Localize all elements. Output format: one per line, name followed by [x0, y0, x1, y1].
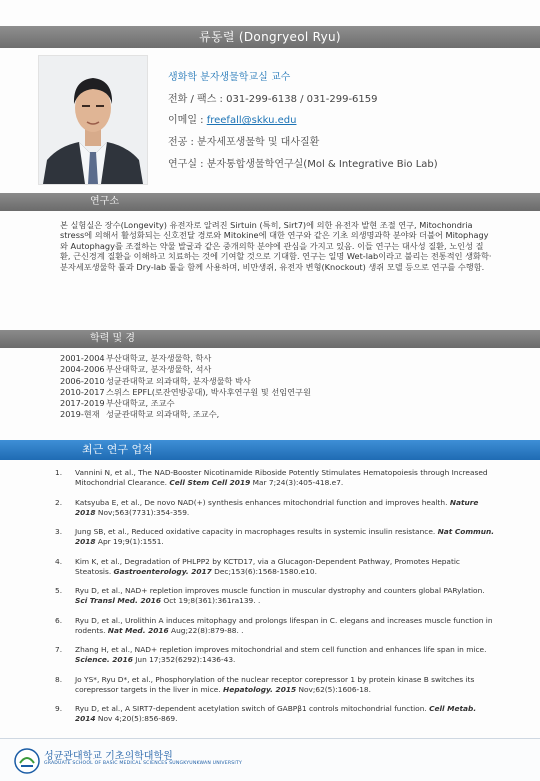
publication-citation: Nov;563(7731):354-359.	[95, 507, 190, 517]
publication-citation: Aug;22(8):879-88. .	[168, 625, 244, 635]
email-row	[168, 111, 438, 133]
publication-number: 8.	[55, 674, 63, 684]
publication-text: Katsyuba E, et al., De novo NAD(+) synthesis enhances mitochondrial function and improves health.	[75, 497, 450, 507]
education-desc: 부산대학교, 조교수	[106, 398, 175, 409]
publication-item	[55, 498, 495, 518]
institution-name: 성균관대학교 기초의학대학원	[44, 751, 173, 762]
publication-journal: Cell Stem Cell 2019	[169, 478, 251, 488]
publication-number: 5.	[55, 586, 63, 595]
education-years: 2010-2017	[60, 386, 105, 397]
education-desc: 부산대학교, 분자생물학, 석사	[106, 364, 212, 375]
education-desc: 부산대학교, 분자생물학, 학사	[106, 353, 212, 363]
lab-name: 연구실 : 분자통합생물학연구실(Mol & Integrative Bio Lab)	[168, 158, 438, 170]
publication-item	[55, 468, 495, 488]
publication-item	[55, 616, 495, 636]
publication-citation: Dec;153(6):1568-1580.e10.	[211, 566, 317, 576]
institution-name-en: GRADUATE SCHOOL OF BASIC MEDICAL SCIENCES SUNGKYUNKWAN UNIVERSITY	[44, 761, 242, 766]
publication-citation: Nov 4;20(5):856-869.	[95, 714, 178, 724]
publication-item	[55, 586, 495, 606]
education-years: 2019-현재	[60, 409, 100, 420]
publication-citation: Oct 19;8(361):361ra139. .	[161, 596, 261, 606]
education-item	[60, 387, 311, 398]
publication-journal: Nat Commun. 2018	[75, 527, 495, 547]
education-desc: 성균관대학교 의과대학, 분자생물학 박사	[106, 375, 251, 386]
education-list	[60, 353, 311, 421]
education-header	[0, 330, 540, 348]
education-item	[60, 398, 311, 409]
education-years: 2006-2010	[60, 375, 105, 386]
education-desc: 성균관대학교 의과대학, 조교수,	[106, 409, 220, 420]
phone-fax: 전화 / 팩스 : 031-299-6138 / 031-299-6159	[168, 93, 378, 105]
publication-number: 7.	[55, 645, 63, 654]
publication-journal: Hepatology. 2015	[223, 684, 297, 694]
contact-info	[168, 68, 438, 176]
publication-text: Ryu D, et al., NAD+ repletion improves muscle function in muscular dystrophy and counters global PARylation.	[75, 586, 485, 595]
publication-number: 9.	[55, 704, 63, 713]
publication-number: 3.	[55, 527, 63, 536]
education-years: 2017-2019	[60, 398, 105, 409]
position-title: 생화학 분자생물학교실 교수	[168, 72, 291, 83]
footer	[0, 738, 540, 781]
education-item	[60, 409, 311, 420]
university-logo-icon	[14, 748, 40, 774]
publication-journal: Nature 2018	[75, 497, 479, 517]
publication-item	[55, 557, 495, 577]
research-description: 본 실험실은 장수(Longevity) 유전자로 알려진 Sirtuin (특히, Sirt7)에 의한 유전자 발현 조절 연구, Mitochondria stress에 의해서 활성화되는 신호전달 경로와 Mitokine에 대한 연구와 같은 기초 의생명과학 분야와 더불어 Mitophagy와 Autophagy를 조절하는 약물 발굴과 같은 중개의학 분야에 관심을 가지고 있음. 이들 연구는 대사성 질환, 노인성 질환, 근신경계 질환을 이해하고 치료하는 것에 기여할 것으로 기대함. 연구는 일명 Wet-lab이라고 불리는 전통적인 생화학·분자세포생물학 툴과 Dry-lab 툴을 함께 사용하며, 비만생쥐, 유전자 변형(Knockout) 생쥐 모델 등으로 연구를 수행함.	[60, 220, 492, 272]
education-heading: 학력 및 경	[90, 333, 135, 344]
email-link[interactable]: freefall@skku.edu	[206, 115, 297, 127]
publication-number: 4.	[55, 556, 63, 566]
publication-citation: Mar 7;24(3):405-418.e7.	[250, 478, 344, 488]
publication-item	[55, 527, 495, 547]
education-years: 2001-2004	[60, 353, 105, 363]
publication-citation: Apr 19;9(1):1551.	[95, 537, 164, 547]
publication-item	[55, 645, 495, 665]
publication-text: Kim K, et al., Degradation of PHLPP2 by KCTD17, via a Glucagon-Dependent Pathway, Promotes Hepatic Steatosis.	[75, 556, 460, 576]
publication-number: 1.	[55, 468, 63, 477]
education-item	[60, 376, 311, 387]
research-header	[0, 193, 540, 211]
publication-journal: Sci Transl Med. 2016	[75, 596, 162, 606]
education-item	[60, 353, 311, 364]
research-heading: 연구소	[90, 196, 119, 207]
major: 전공 : 분자세포생물학 및 대사질환	[168, 137, 320, 149]
page-title: 류동렬 (Dongryeol Ryu)	[0, 26, 540, 48]
publication-citation: Nov;62(5):1606-18.	[296, 684, 371, 694]
publication-number: 2.	[55, 497, 63, 507]
publication-text: Jung SB, et al., Reduced oxidative capacity in macrophages results in systemic insulin resistance.	[75, 527, 438, 536]
education-item	[60, 364, 311, 375]
publication-text: Jo YS*, Ryu D*, et al., Phosphorylation of the nuclear receptor corepressor 1 by protein kinase B switches its corepressor targets in the liver in mice.	[75, 674, 475, 694]
publication-item	[55, 704, 495, 724]
publication-journal: Science. 2016	[75, 655, 133, 665]
profile-photo	[38, 55, 148, 185]
publication-item	[55, 675, 495, 695]
publication-text: Vannini N, et al., The NAD-Booster Nicotinamide Riboside Potently Stimulates Hematopoiesis through Increased Mitochondrial Clearance.	[75, 468, 488, 488]
publications-heading: 최근 연구 업적	[82, 443, 153, 456]
publication-list	[55, 468, 495, 734]
email-label: 이메일 :	[168, 115, 207, 127]
publication-journal: Gastroenterology. 2017	[113, 566, 212, 576]
publication-number: 6.	[55, 615, 63, 625]
education-years: 2004-2006	[60, 364, 105, 375]
publications-header	[0, 440, 540, 460]
publication-citation: Jun 17;352(6292):1436-43.	[132, 655, 236, 665]
education-desc: 스위스 EPFL(로잔연방공대), 박사후연구원 및 선임연구원	[106, 386, 311, 397]
publication-journal: Nat Med. 2016	[107, 625, 169, 635]
publication-text: Ryu D, et al., Urolithin A induces mitophagy and prolongs lifespan in C. elegans and increases muscle function in rodents.	[75, 615, 493, 635]
publication-journal: Cell Metab. 2014	[75, 704, 477, 724]
publication-text: Zhang H, et al., NAD+ repletion improves mitochondrial and stem cell function and enhances life span in mice.	[75, 645, 487, 654]
publication-text: Ryu D, et al., A SIRT7-dependent acetylation switch of GABPβ1 controls mitochondrial function.	[75, 704, 430, 713]
portrait-illustration	[39, 56, 147, 184]
